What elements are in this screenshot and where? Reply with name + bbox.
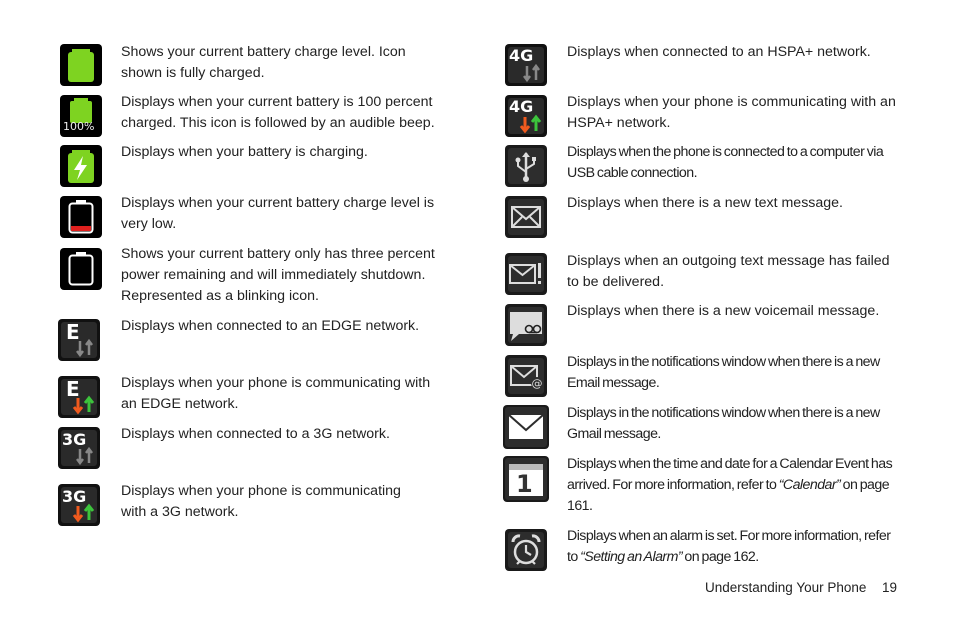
battery-percent-label: 100% xyxy=(63,120,95,133)
battery-low-icon xyxy=(60,196,102,238)
description: Displays when your phone is communicating with an EDGE network. xyxy=(121,375,431,412)
calendar-day-label: 1 xyxy=(516,470,533,498)
description: Shows your current battery charge level. Icon shown is fully charged. xyxy=(121,44,406,81)
battery-empty-icon xyxy=(60,248,102,290)
description: Displays when your battery is charging. xyxy=(121,144,368,160)
description: Displays when your phone is communicating with an HSPA+ network. xyxy=(567,94,896,131)
battery-full-icon xyxy=(60,44,102,86)
network-type-label: 4G xyxy=(509,46,534,65)
network-type-label: 3G xyxy=(62,430,87,449)
description: Displays when your current battery is 100 percent charged. This icon is followed by an audible beep. xyxy=(121,94,435,131)
description: Displays when your phone is communicating with a 3G network. xyxy=(121,483,401,520)
email-icon xyxy=(505,355,547,397)
description: Displays when there is a new text message. xyxy=(567,195,843,211)
description: Displays when connected to a 3G network. xyxy=(121,426,390,442)
battery-charging-icon xyxy=(60,145,102,187)
description xyxy=(567,454,897,517)
description: Displays when connected to an HSPA+ network. xyxy=(567,44,871,60)
network-type-label: 4G xyxy=(509,97,534,116)
page-number: 19 xyxy=(882,580,898,595)
description: Displays in the notifications window when there is a new Email message. xyxy=(567,354,880,391)
description: Displays when connected to an EDGE network. xyxy=(121,318,420,334)
description: Displays when your current battery charge level is very low. xyxy=(121,195,435,232)
description xyxy=(567,526,897,568)
network-type-label: E xyxy=(66,377,80,401)
text-message-icon xyxy=(505,196,547,238)
description: Displays when an outgoing text message has failed to be delivered. xyxy=(567,253,890,290)
description: Displays when there is a new voicemail message. xyxy=(567,303,880,319)
network-type-label: 3G xyxy=(62,487,87,506)
svg-text:@: @ xyxy=(531,377,543,390)
cross-reference: “Calendar” xyxy=(778,477,841,493)
description-text: Displays when an alarm is set. For more information, refer to xyxy=(567,528,891,565)
message-failed-icon xyxy=(505,253,547,295)
description: Shows your current battery only has three percent power remaining and will immediately shutdown. Represented as a blinking icon. xyxy=(121,246,435,304)
usb-icon xyxy=(505,145,547,187)
description: Displays when the phone is connected to a computer via USB cable connection. xyxy=(567,144,884,181)
alarm-icon xyxy=(505,529,547,571)
footer-section-title: Understanding Your Phone xyxy=(705,580,867,595)
page-reference: on page 161. xyxy=(567,477,890,514)
network-type-label: E xyxy=(66,320,80,344)
voicemail-icon xyxy=(505,304,547,346)
description-text: Displays when the time and date for a Calendar Event has arrived. For more information, refer to xyxy=(567,456,893,493)
page-reference: on page 162. xyxy=(682,549,759,565)
cross-reference: “Setting an Alarm” xyxy=(580,549,683,565)
gmail-icon xyxy=(503,405,549,449)
description: Displays in the notifications window when there is a new Gmail message. xyxy=(567,405,880,442)
